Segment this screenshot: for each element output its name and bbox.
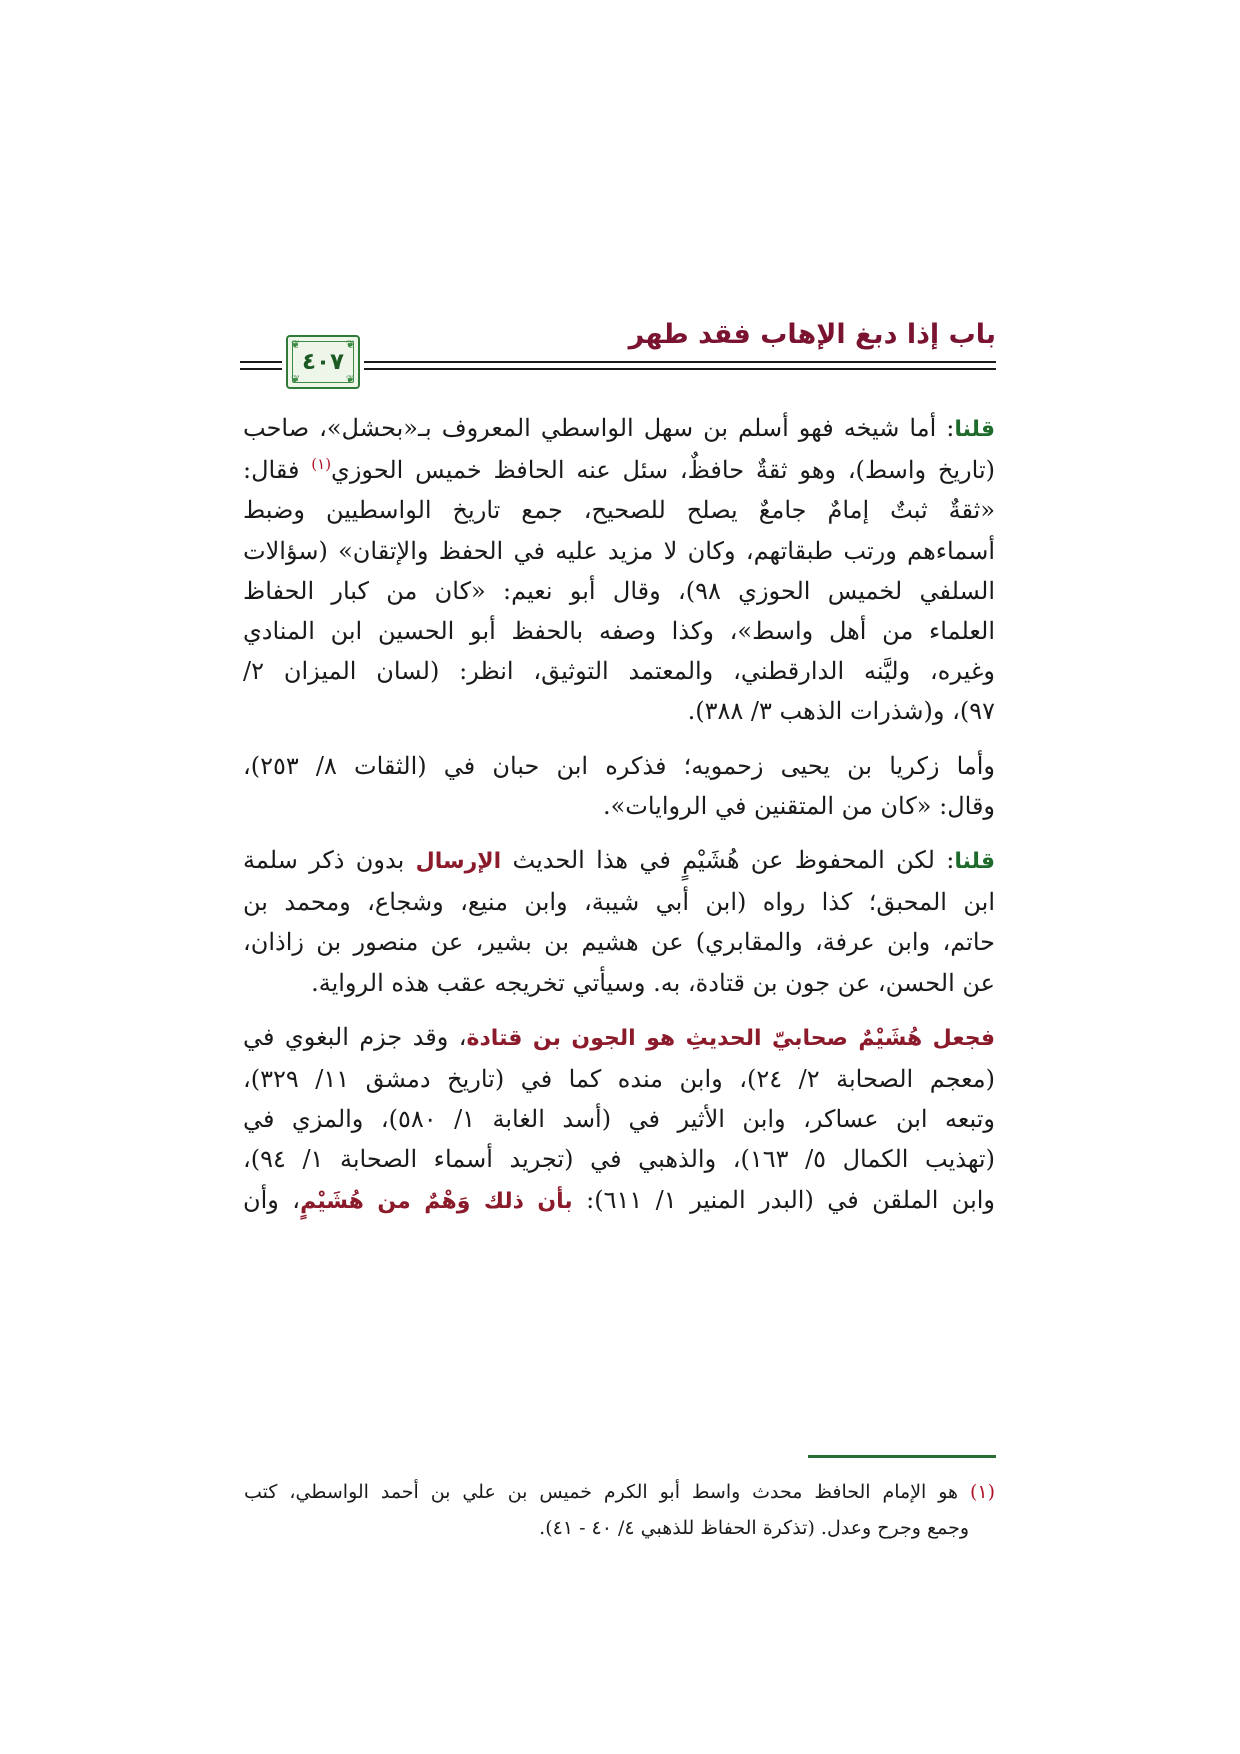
page-number: ٤٠٧ [301, 349, 345, 375]
header-rule [364, 368, 996, 370]
text-line: وأما زكريا بن يحيى زحمويه؛ فذكره ابن حبان في (الثقات ٨/ ٢٥٣)، [243, 751, 995, 780]
ornament-icon: ❦ [291, 373, 301, 386]
text-line: «ثقةٌ ثبتٌ إمامٌ جامعٌ يصلح للصحيح، جمع تاريخ الواسطيين وضبط [243, 496, 995, 525]
text-line: قلنا: أما شيخه فهو أسلم بن سهل الواسطي المعروف بـ«بحشل»، صاحب [243, 414, 995, 442]
text-line: وتبعه ابن عساكر، وابن الأثير في (أسد الغابة ١/ ٥٨٠)، والمزي في [243, 1105, 995, 1134]
footnote-divider [808, 1455, 996, 1458]
paragraph-4 [243, 1017, 995, 1222]
keyword-qulna: قلنا [954, 417, 995, 442]
text-line: السلفي لخميس الحوزي ٩٨)، وقال أبو نعيم: «كان من كبار الحفاظ [243, 576, 995, 605]
text-line: أسماءهم ورتب طبقاتهم، وكان لا مزيد عليه في الحفظ والإتقان» (سؤالات [243, 536, 995, 565]
page-number-badge [286, 335, 360, 389]
text-line: وقال: «كان من المتقنين في الروايات». [602, 791, 995, 820]
text-line: وغيره، وليَّنه الدارقطني، والمعتمد التوثيق، انظر: (لسان الميزان ٢/ [243, 657, 995, 686]
text-line: (تهذيب الكمال ٥/ ١٦٣)، والذهبي في (تجريد أسماء الصحابة ١/ ٩٤)، [243, 1145, 995, 1174]
ornament-icon: ❦ [291, 338, 301, 351]
text-line: عن الحسن، عن جون بن قتادة، به. وسيأتي تخريجه عقب هذه الرواية. [311, 968, 995, 997]
chapter-title: باب إذا دبغ الإهاب فقد طهر [628, 319, 996, 350]
header-rule [240, 361, 282, 363]
footnote-line: وجمع وجرح وعدل. (تذكرة الحفاظ للذهبي ٤/ ٤٠ - ٤١). [539, 1517, 969, 1539]
text-line: ابن المحبق؛ كذا رواه (ابن أبي شيبة، وابن منيع، وشجاع، ومحمد بن [243, 888, 995, 917]
highlight-irsal: الإرسال [415, 849, 502, 875]
main-text [243, 408, 995, 1236]
text-line: ٩٧)، و(شذرات الذهب ٣/ ٣٨٨). [687, 697, 995, 726]
text-line: (تاريخ واسط)، وهو ثقةٌ حافظٌ، سئل عنه الحافظ خميس الحوزي$^{(١)}$ فقال: [243, 455, 995, 485]
highlight-wahm: بأن ذلك وَهْمٌ من هُشَيْمٍ [300, 1188, 573, 1214]
header-rule [240, 368, 282, 370]
text-line: حاتم، وابن عرفة، والمقابري) عن هشيم بن بشير، عن منصور بن زاذان، [243, 928, 995, 957]
footnote-number: (١) [969, 1481, 995, 1503]
paragraph-2 [243, 746, 995, 826]
highlight-statement: فجعل هُشَيْمٌ صحابيّ الحديثِ هو الجون بن قتادة [466, 1025, 995, 1051]
header-rule [364, 361, 996, 363]
ornament-icon: ❦ [345, 373, 355, 386]
footnote-line: (١) هو الإمام الحافظ محدث واسط أبو الكرم خميس بن علي بن أحمد الواسطي، كتب [244, 1481, 995, 1503]
paragraph-3 [243, 840, 995, 1003]
footnote [244, 1474, 995, 1546]
text-line: (معجم الصحابة ٢/ ٢٤)، وابن منده كما في (تاريخ دمشق ١١/ ٣٢٩)، [243, 1065, 995, 1094]
text-line: فجعل هُشَيْمٌ صحابيّ الحديثِ هو الجون بن قتادة، وقد جزم البغوي في [243, 1022, 995, 1051]
text-line: العلماء من أهل واسط»، وكذا وصفه بالحفظ أبو الحسين ابن المنادي [243, 617, 995, 646]
paragraph-1 [243, 408, 995, 732]
keyword-qulna: قلنا [954, 849, 995, 875]
ornament-icon: ❦ [345, 338, 355, 351]
footnote-reference[interactable]: (١) [311, 455, 332, 474]
text-line: وابن الملقن في (البدر المنير ١/ ٦١١): بأن ذلك وَهْمٌ من هُشَيْمٍ، وأن [243, 1185, 995, 1214]
text-line: قلنا: لكن المحفوظ عن هُشَيْمٍ في هذا الحديث الإرسال بدون ذكر سلمة [243, 846, 995, 875]
